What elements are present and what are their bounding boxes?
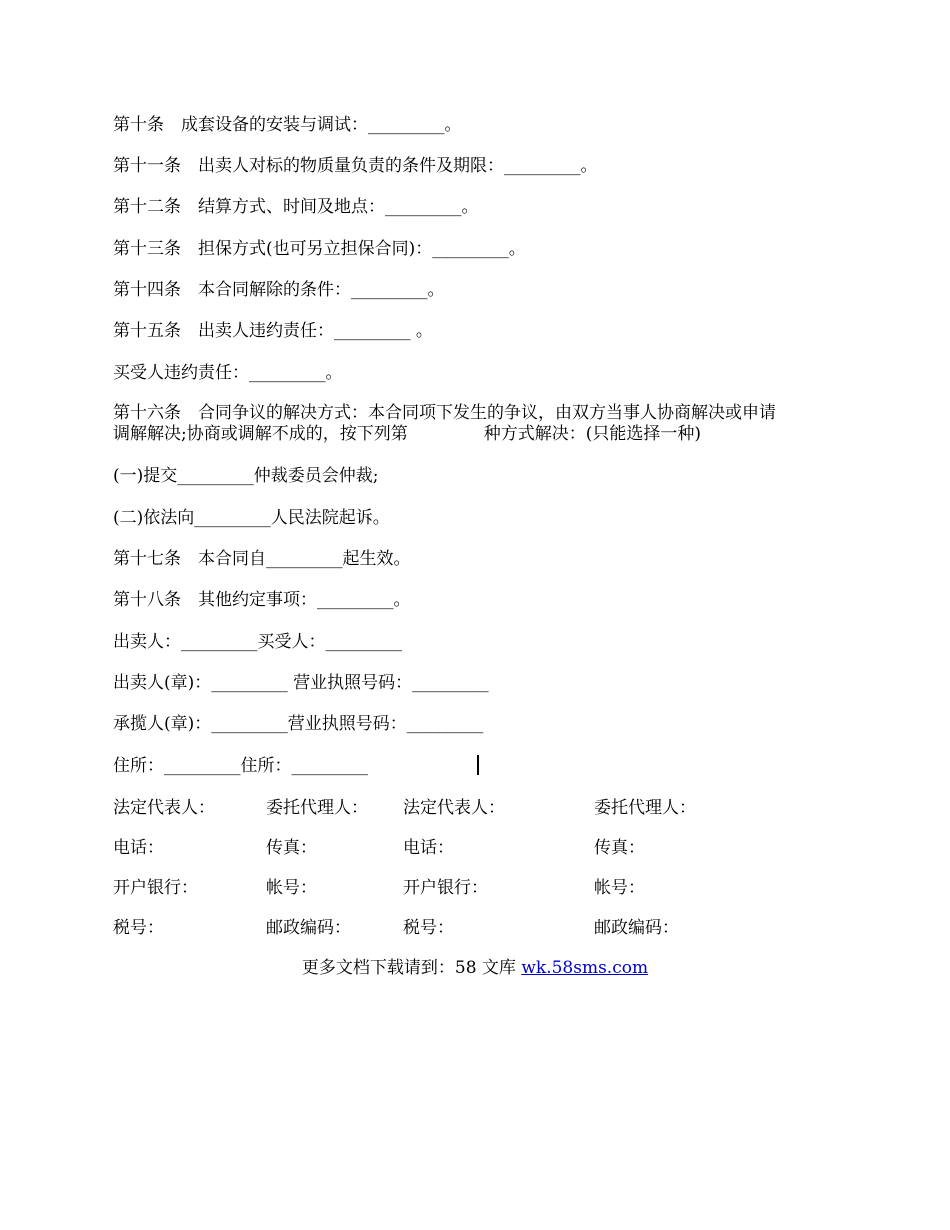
signature-seller-seal: 出卖人(章)：_________ 营业执照号码：_________ (113, 673, 489, 693)
clause-16-line-1: 第十六条 合同争议的解决方式：本合同项下发生的争议，由双方当事人协商解决或申请 (113, 403, 776, 423)
signature-address: 住所：_________住所：_________ (113, 756, 368, 776)
signature-parties: 出卖人：_________买受人：_________ (113, 632, 402, 652)
footer-text: 更多文档下载请到：58 文库 (301, 958, 522, 978)
info-cell: 传真： (594, 838, 645, 858)
option-litigation: (二)依法向_________人民法院起诉。 (113, 508, 390, 528)
info-cell: 帐号： (266, 878, 317, 898)
clause-17: 第十七条 本合同自_________起生效。 (113, 549, 411, 569)
text-cursor (477, 755, 479, 775)
option-arbitration: (一)提交_________仲裁委员会仲裁; (113, 466, 379, 486)
clause-18: 第十八条 其他约定事项：_________。 (113, 590, 411, 610)
clause-14: 第十四条 本合同解除的条件：_________。 (113, 280, 445, 300)
clause-16-line-2 (113, 424, 848, 445)
info-cell: 委托代理人： (594, 798, 696, 818)
clause-16 (113, 403, 848, 445)
info-cell: 税号： (403, 918, 454, 938)
info-cell: 邮政编码： (594, 918, 679, 938)
info-cell: 传真： (266, 838, 317, 858)
clause-13: 第十三条 担保方式(也可另立担保合同)：_________。 (113, 239, 526, 259)
info-cell: 委托代理人： (266, 798, 368, 818)
footer-link[interactable]: wk.58sms.com (521, 958, 649, 978)
clause-15: 第十五条 出卖人违约责任：_________ 。 (113, 321, 433, 341)
clause-16-line-2-start: 调解解决;协商或调解不成的，按下列第 (113, 424, 408, 444)
buyer-liability: 买受人违约责任：_________。 (113, 363, 343, 383)
clause-10: 第十条 成套设备的安装与调试：_________。 (113, 115, 462, 135)
signature-contractor-seal: 承揽人(章)：_________营业执照号码：_________ (113, 714, 484, 734)
info-cell: 法定代表人： (113, 798, 215, 818)
footer (0, 958, 950, 978)
info-cell: 电话： (403, 838, 454, 858)
info-cell: 开户银行： (113, 878, 198, 898)
clause-12: 第十二条 结算方式、时间及地点：_________。 (113, 197, 479, 217)
clause-16-line-2-end: 种方式解决：(只能选择一种) (483, 424, 701, 444)
clause-11: 第十一条 出卖人对标的物质量负责的条件及期限：_________。 (113, 156, 598, 176)
info-cell: 电话： (113, 838, 164, 858)
info-cell: 法定代表人： (403, 798, 505, 818)
info-cell: 帐号： (594, 878, 645, 898)
info-cell: 邮政编码： (266, 918, 351, 938)
info-cell: 税号： (113, 918, 164, 938)
info-cell: 开户银行： (403, 878, 488, 898)
